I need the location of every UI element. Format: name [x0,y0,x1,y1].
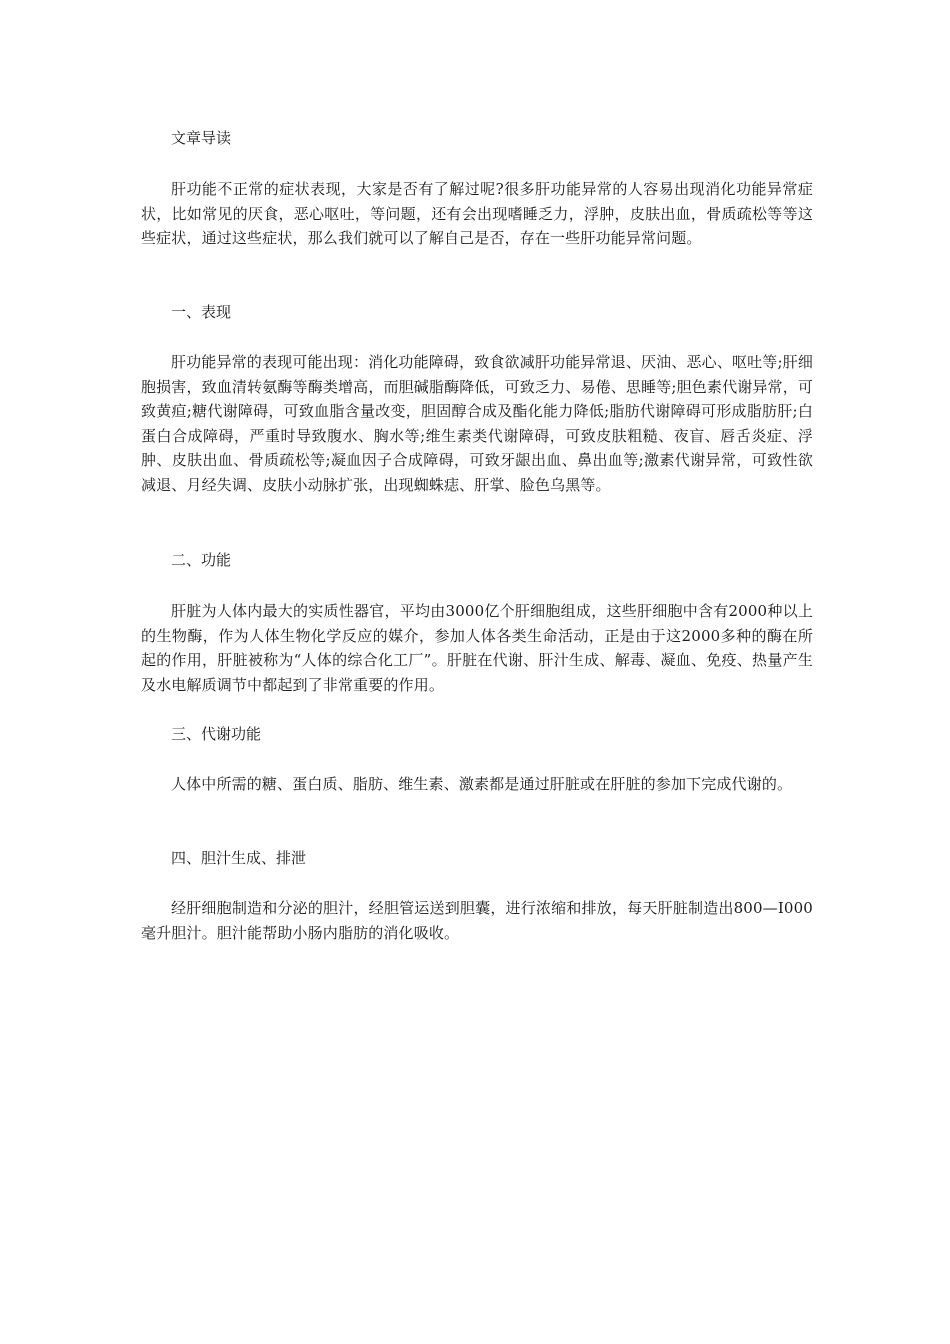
section-heading-1: 一、表现 [171,303,232,321]
section-body-3: 人体中所需的糖、蛋白质、脂肪、维生素、激素都是通过肝脏或在肝脏的参加下完成代谢的。 [171,775,793,793]
guide-title: 文章导读 [171,129,232,147]
section-heading-2: 二、功能 [171,551,232,569]
section-body-2: 肝脏为人体内最大的实质性器官，平均由3000亿个肝细胞组成，这些肝细胞中含有2000种以上的生物酶，作为人体生物化学反应的媒介，参加人体各类生命活动，正是由于这2000多种的酶在所起的作用，肝脏被称为“人体的综合化工厂”。肝脏在代谢、肝汁生成、解毒、凝血、免疫、热量产生及水电解质调节中都起到了非常重要的作用。 [141,602,813,694]
section-body-4: 经肝细胞制造和分泌的胆汁，经胆管运送到胆囊，进行浓缩和排放，每天肝脏制造出800—I000毫升胆汁。胆汁能帮助小肠内脂肪的消化吸收。 [141,899,813,942]
section-heading-3: 三、代谢功能 [171,725,262,743]
intro-paragraph: 肝功能不正常的症状表现，大家是否有了解过呢?很多肝功能异常的人容易出现消化功能异常症状，比如常见的厌食，恶心呕吐，等问题，还有会出现嗜睡乏力，浮肿，皮肤出血，骨质疏松等等这些症状，通过这些症状，那么我们就可以了解自己是否，存在一些肝功能异常问题。 [141,180,813,247]
section-body-1: 肝功能异常的表现可能出现：消化功能障碍，致食欲减肝功能异常退、厌油、恶心、呕吐等;肝细胞损害，致血清转氨酶等酶类增高，而胆碱脂酶降低，可致乏力、易倦、思睡等;胆色素代谢异常，可致黄疸;糖代谢障碍，可致血脂含量改变，胆固醇合成及酯化能力降低;脂肪代谢障碍可形成脂肪肝;白蛋白合成障碍，严重时导致腹水、胸水等;维生素类代谢障碍，可致皮肤粗糙、夜盲、唇舌炎症、浮肿、皮肤出血、骨质疏松等;凝血因子合成障碍，可致牙龈出血、鼻出血等;激素代谢异常，可致性欲减退、月经失调、皮肤小动脉扩张，出现蜘蛛痣、肝掌、脸色乌黑等。 [141,353,813,494]
section-heading-4: 四、胆汁生成、排泄 [171,849,307,867]
